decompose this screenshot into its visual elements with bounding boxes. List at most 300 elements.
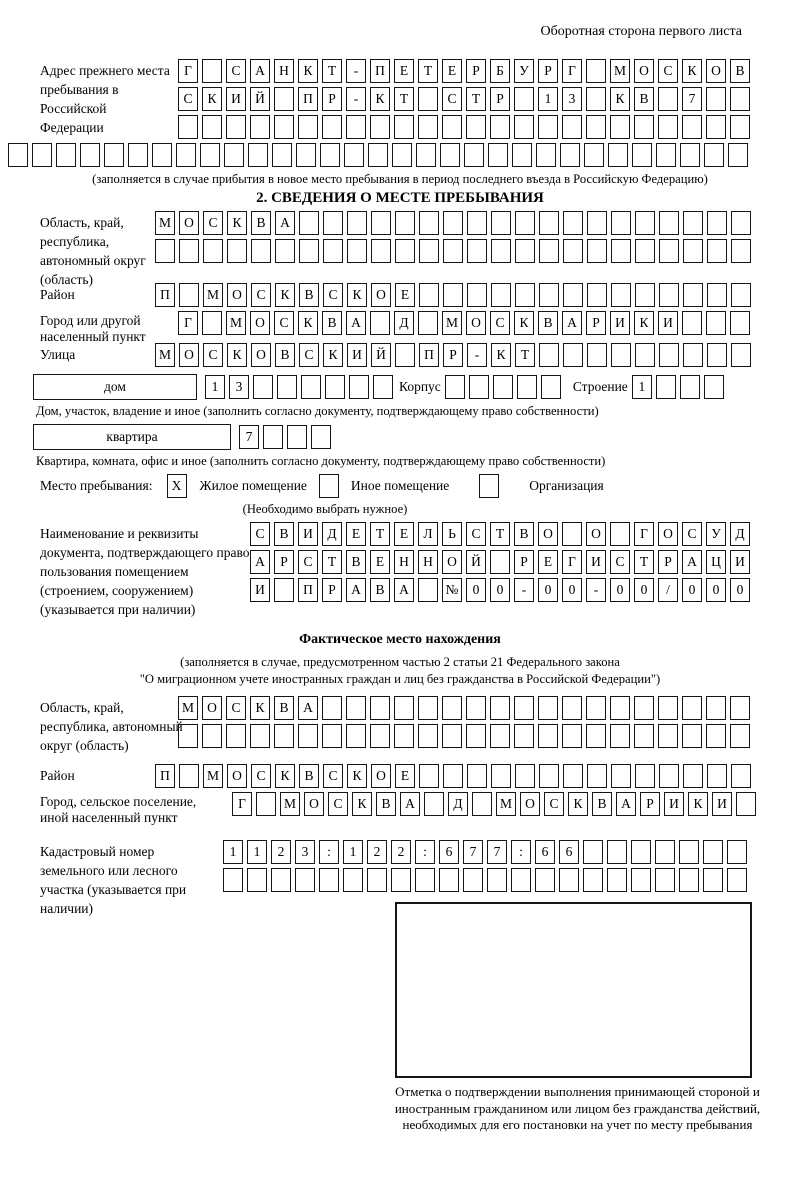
- char-cell[interactable]: К: [323, 343, 343, 367]
- char-cell[interactable]: [418, 578, 438, 602]
- char-cell[interactable]: [416, 143, 436, 167]
- char-cell[interactable]: [419, 283, 439, 307]
- char-cell[interactable]: Г: [562, 550, 582, 574]
- char-cell[interactable]: 3: [229, 375, 249, 399]
- char-cell[interactable]: [8, 143, 28, 167]
- char-cell[interactable]: [635, 283, 655, 307]
- char-cell[interactable]: [608, 143, 628, 167]
- char-cell[interactable]: [634, 724, 654, 748]
- char-cell[interactable]: О: [538, 522, 558, 546]
- char-cell[interactable]: И: [730, 550, 750, 574]
- char-cell[interactable]: [419, 211, 439, 235]
- char-cell[interactable]: [586, 724, 606, 748]
- char-cell[interactable]: [226, 724, 246, 748]
- char-cell[interactable]: А: [346, 311, 366, 335]
- char-cell[interactable]: [467, 239, 487, 263]
- char-cell[interactable]: [32, 143, 52, 167]
- char-cell[interactable]: [370, 311, 390, 335]
- char-cell[interactable]: В: [299, 764, 319, 788]
- char-cell[interactable]: [679, 840, 699, 864]
- char-cell[interactable]: Г: [232, 792, 252, 816]
- char-cell[interactable]: 2: [367, 840, 387, 864]
- char-cell[interactable]: [659, 283, 679, 307]
- char-cell[interactable]: [443, 283, 463, 307]
- char-cell[interactable]: Р: [586, 311, 606, 335]
- char-cell[interactable]: Н: [418, 550, 438, 574]
- char-cell[interactable]: [707, 283, 727, 307]
- char-cell[interactable]: В: [346, 550, 366, 574]
- char-cell[interactable]: [319, 868, 339, 892]
- char-cell[interactable]: Р: [322, 87, 342, 111]
- char-cell[interactable]: С: [203, 211, 223, 235]
- char-cell[interactable]: :: [319, 840, 339, 864]
- char-cell[interactable]: С: [323, 764, 343, 788]
- char-cell[interactable]: [370, 115, 390, 139]
- char-cell[interactable]: О: [706, 59, 726, 83]
- char-cell[interactable]: [731, 283, 751, 307]
- char-cell[interactable]: И: [298, 522, 318, 546]
- char-cell[interactable]: [311, 425, 331, 449]
- char-cell[interactable]: М: [203, 764, 223, 788]
- char-cell[interactable]: [418, 87, 438, 111]
- char-cell[interactable]: Д: [394, 311, 414, 335]
- char-cell[interactable]: В: [322, 311, 342, 335]
- checkbox-residential[interactable]: X: [167, 474, 187, 498]
- char-cell[interactable]: О: [227, 764, 247, 788]
- char-cell[interactable]: С: [466, 522, 486, 546]
- char-cell[interactable]: Е: [370, 550, 390, 574]
- char-cell[interactable]: [472, 792, 492, 816]
- char-cell[interactable]: М: [178, 696, 198, 720]
- char-cell[interactable]: 0: [538, 578, 558, 602]
- char-cell[interactable]: И: [658, 311, 678, 335]
- char-cell[interactable]: [563, 343, 583, 367]
- char-cell[interactable]: [224, 143, 244, 167]
- char-cell[interactable]: [631, 868, 651, 892]
- char-cell[interactable]: А: [394, 578, 414, 602]
- char-cell[interactable]: [611, 283, 631, 307]
- char-cell[interactable]: [658, 696, 678, 720]
- char-cell[interactable]: [392, 143, 412, 167]
- char-cell[interactable]: 2: [391, 840, 411, 864]
- char-cell[interactable]: [227, 239, 247, 263]
- char-cell[interactable]: [679, 868, 699, 892]
- char-cell[interactable]: [152, 143, 172, 167]
- char-cell[interactable]: В: [370, 578, 390, 602]
- char-cell[interactable]: [104, 143, 124, 167]
- char-cell[interactable]: [490, 696, 510, 720]
- char-cell[interactable]: 3: [562, 87, 582, 111]
- char-cell[interactable]: [301, 375, 321, 399]
- char-cell[interactable]: 2: [271, 840, 291, 864]
- char-cell[interactable]: В: [538, 311, 558, 335]
- char-cell[interactable]: К: [491, 343, 511, 367]
- char-cell[interactable]: [731, 211, 751, 235]
- char-cell[interactable]: О: [304, 792, 324, 816]
- char-cell[interactable]: [704, 143, 724, 167]
- char-cell[interactable]: М: [155, 211, 175, 235]
- char-cell[interactable]: [541, 375, 561, 399]
- char-cell[interactable]: М: [226, 311, 246, 335]
- char-cell[interactable]: [394, 115, 414, 139]
- char-cell[interactable]: И: [347, 343, 367, 367]
- char-cell[interactable]: 7: [239, 425, 259, 449]
- char-cell[interactable]: [343, 868, 363, 892]
- char-cell[interactable]: [562, 696, 582, 720]
- char-cell[interactable]: [299, 211, 319, 235]
- char-cell[interactable]: [587, 283, 607, 307]
- char-cell[interactable]: [730, 87, 750, 111]
- char-cell[interactable]: В: [275, 343, 295, 367]
- char-cell[interactable]: К: [634, 311, 654, 335]
- char-cell[interactable]: [706, 311, 726, 335]
- char-cell[interactable]: [179, 764, 199, 788]
- char-cell[interactable]: О: [466, 311, 486, 335]
- char-cell[interactable]: П: [419, 343, 439, 367]
- char-cell[interactable]: [371, 239, 391, 263]
- char-cell[interactable]: [155, 239, 175, 263]
- char-cell[interactable]: Т: [394, 87, 414, 111]
- char-cell[interactable]: К: [275, 283, 295, 307]
- char-cell[interactable]: К: [370, 87, 390, 111]
- char-cell[interactable]: [563, 283, 583, 307]
- char-cell[interactable]: М: [496, 792, 516, 816]
- char-cell[interactable]: Г: [562, 59, 582, 83]
- char-cell[interactable]: К: [682, 59, 702, 83]
- char-cell[interactable]: В: [730, 59, 750, 83]
- char-cell[interactable]: [659, 764, 679, 788]
- char-cell[interactable]: Й: [466, 550, 486, 574]
- char-cell[interactable]: [247, 868, 267, 892]
- char-cell[interactable]: П: [298, 87, 318, 111]
- char-cell[interactable]: [271, 868, 291, 892]
- char-cell[interactable]: [730, 115, 750, 139]
- char-cell[interactable]: [424, 792, 444, 816]
- char-cell[interactable]: [248, 143, 268, 167]
- char-cell[interactable]: Т: [322, 550, 342, 574]
- char-cell[interactable]: [466, 115, 486, 139]
- char-cell[interactable]: [539, 764, 559, 788]
- char-cell[interactable]: К: [568, 792, 588, 816]
- char-cell[interactable]: [491, 239, 511, 263]
- char-cell[interactable]: [445, 375, 465, 399]
- char-cell[interactable]: С: [328, 792, 348, 816]
- char-cell[interactable]: В: [634, 87, 654, 111]
- char-cell[interactable]: [683, 343, 703, 367]
- checkbox-organization[interactable]: [479, 474, 499, 498]
- char-cell[interactable]: [325, 375, 345, 399]
- char-cell[interactable]: 0: [490, 578, 510, 602]
- char-cell[interactable]: С: [251, 283, 271, 307]
- char-cell[interactable]: [439, 868, 459, 892]
- char-cell[interactable]: Й: [371, 343, 391, 367]
- char-cell[interactable]: [370, 696, 390, 720]
- char-cell[interactable]: [610, 115, 630, 139]
- char-cell[interactable]: К: [227, 211, 247, 235]
- char-cell[interactable]: [179, 239, 199, 263]
- char-cell[interactable]: У: [706, 522, 726, 546]
- char-cell[interactable]: [659, 239, 679, 263]
- char-cell[interactable]: [707, 764, 727, 788]
- char-cell[interactable]: О: [658, 522, 678, 546]
- char-cell[interactable]: [560, 143, 580, 167]
- char-cell[interactable]: [491, 764, 511, 788]
- char-cell[interactable]: [683, 239, 703, 263]
- char-cell[interactable]: В: [592, 792, 612, 816]
- char-cell[interactable]: [539, 343, 559, 367]
- char-cell[interactable]: [704, 375, 724, 399]
- char-cell[interactable]: [178, 115, 198, 139]
- char-cell[interactable]: -: [346, 59, 366, 83]
- char-cell[interactable]: К: [347, 283, 367, 307]
- char-cell[interactable]: 1: [343, 840, 363, 864]
- char-cell[interactable]: [727, 868, 747, 892]
- char-cell[interactable]: [346, 115, 366, 139]
- char-cell[interactable]: О: [371, 283, 391, 307]
- char-cell[interactable]: [607, 840, 627, 864]
- char-cell[interactable]: [515, 211, 535, 235]
- char-cell[interactable]: О: [251, 343, 271, 367]
- char-cell[interactable]: [611, 764, 631, 788]
- char-cell[interactable]: Д: [730, 522, 750, 546]
- char-cell[interactable]: Д: [322, 522, 342, 546]
- char-cell[interactable]: [442, 696, 462, 720]
- char-cell[interactable]: [419, 239, 439, 263]
- char-cell[interactable]: Н: [394, 550, 414, 574]
- char-cell[interactable]: В: [514, 522, 534, 546]
- char-cell[interactable]: Г: [178, 59, 198, 83]
- char-cell[interactable]: Е: [394, 522, 414, 546]
- char-cell[interactable]: С: [299, 343, 319, 367]
- char-cell[interactable]: [655, 840, 675, 864]
- char-cell[interactable]: [539, 283, 559, 307]
- char-cell[interactable]: А: [250, 59, 270, 83]
- char-cell[interactable]: [658, 115, 678, 139]
- char-cell[interactable]: [467, 283, 487, 307]
- char-cell[interactable]: П: [155, 764, 175, 788]
- char-cell[interactable]: [418, 311, 438, 335]
- char-cell[interactable]: [346, 724, 366, 748]
- char-cell[interactable]: С: [226, 696, 246, 720]
- char-cell[interactable]: С: [226, 59, 246, 83]
- char-cell[interactable]: 1: [632, 375, 652, 399]
- char-cell[interactable]: [658, 724, 678, 748]
- char-cell[interactable]: [707, 211, 727, 235]
- char-cell[interactable]: В: [274, 522, 294, 546]
- char-cell[interactable]: [538, 115, 558, 139]
- char-cell[interactable]: 0: [730, 578, 750, 602]
- char-cell[interactable]: [202, 115, 222, 139]
- char-cell[interactable]: [635, 343, 655, 367]
- char-cell[interactable]: Р: [538, 59, 558, 83]
- char-cell[interactable]: [583, 840, 603, 864]
- char-cell[interactable]: [731, 764, 751, 788]
- char-cell[interactable]: [659, 211, 679, 235]
- char-cell[interactable]: [295, 868, 315, 892]
- char-cell[interactable]: [202, 59, 222, 83]
- char-cell[interactable]: [415, 868, 435, 892]
- char-cell[interactable]: [464, 143, 484, 167]
- char-cell[interactable]: [179, 283, 199, 307]
- char-cell[interactable]: [128, 143, 148, 167]
- char-cell[interactable]: [607, 868, 627, 892]
- char-cell[interactable]: Д: [448, 792, 468, 816]
- char-cell[interactable]: 1: [223, 840, 243, 864]
- char-cell[interactable]: [287, 425, 307, 449]
- char-cell[interactable]: [587, 211, 607, 235]
- char-cell[interactable]: [659, 343, 679, 367]
- char-cell[interactable]: И: [586, 550, 606, 574]
- char-cell[interactable]: К: [298, 311, 318, 335]
- char-cell[interactable]: 1: [205, 375, 225, 399]
- char-cell[interactable]: -: [467, 343, 487, 367]
- char-cell[interactable]: Т: [418, 59, 438, 83]
- char-cell[interactable]: [515, 239, 535, 263]
- char-cell[interactable]: [635, 211, 655, 235]
- char-cell[interactable]: [538, 696, 558, 720]
- char-cell[interactable]: Й: [250, 87, 270, 111]
- char-cell[interactable]: [394, 696, 414, 720]
- char-cell[interactable]: О: [179, 343, 199, 367]
- char-cell[interactable]: [370, 724, 390, 748]
- char-cell[interactable]: [682, 311, 702, 335]
- char-cell[interactable]: О: [179, 211, 199, 235]
- char-cell[interactable]: [706, 115, 726, 139]
- char-cell[interactable]: [272, 143, 292, 167]
- char-cell[interactable]: А: [562, 311, 582, 335]
- char-cell[interactable]: [587, 239, 607, 263]
- char-cell[interactable]: [586, 59, 606, 83]
- char-cell[interactable]: [682, 115, 702, 139]
- char-cell[interactable]: 1: [247, 840, 267, 864]
- char-cell[interactable]: И: [610, 311, 630, 335]
- char-cell[interactable]: И: [250, 578, 270, 602]
- char-cell[interactable]: А: [275, 211, 295, 235]
- char-cell[interactable]: О: [520, 792, 540, 816]
- char-cell[interactable]: [347, 211, 367, 235]
- char-cell[interactable]: -: [586, 578, 606, 602]
- char-cell[interactable]: [299, 239, 319, 263]
- char-cell[interactable]: К: [250, 696, 270, 720]
- char-cell[interactable]: О: [371, 764, 391, 788]
- char-cell[interactable]: В: [274, 696, 294, 720]
- char-cell[interactable]: [442, 724, 462, 748]
- char-cell[interactable]: [263, 425, 283, 449]
- char-cell[interactable]: [635, 764, 655, 788]
- char-cell[interactable]: [538, 724, 558, 748]
- char-cell[interactable]: К: [610, 87, 630, 111]
- char-cell[interactable]: Е: [346, 522, 366, 546]
- char-cell[interactable]: Т: [515, 343, 535, 367]
- char-cell[interactable]: [683, 283, 703, 307]
- char-cell[interactable]: [563, 239, 583, 263]
- char-cell[interactable]: [323, 239, 343, 263]
- char-cell[interactable]: И: [712, 792, 732, 816]
- char-cell[interactable]: Т: [634, 550, 654, 574]
- char-cell[interactable]: 0: [466, 578, 486, 602]
- char-cell[interactable]: [703, 840, 723, 864]
- char-cell[interactable]: [347, 239, 367, 263]
- char-cell[interactable]: О: [586, 522, 606, 546]
- char-cell[interactable]: К: [298, 59, 318, 83]
- char-cell[interactable]: В: [251, 211, 271, 235]
- char-cell[interactable]: Р: [640, 792, 660, 816]
- char-cell[interactable]: [562, 115, 582, 139]
- char-cell[interactable]: [512, 143, 532, 167]
- char-cell[interactable]: Р: [322, 578, 342, 602]
- char-cell[interactable]: [706, 87, 726, 111]
- char-cell[interactable]: [367, 868, 387, 892]
- char-cell[interactable]: /: [658, 578, 678, 602]
- char-cell[interactable]: [488, 143, 508, 167]
- char-cell[interactable]: [277, 375, 297, 399]
- char-cell[interactable]: О: [227, 283, 247, 307]
- char-cell[interactable]: [706, 724, 726, 748]
- char-cell[interactable]: Р: [490, 87, 510, 111]
- char-cell[interactable]: [419, 764, 439, 788]
- char-cell[interactable]: М: [442, 311, 462, 335]
- char-cell[interactable]: [320, 143, 340, 167]
- char-cell[interactable]: К: [352, 792, 372, 816]
- char-cell[interactable]: [515, 764, 535, 788]
- char-cell[interactable]: [535, 868, 555, 892]
- char-cell[interactable]: У: [514, 59, 534, 83]
- char-cell[interactable]: [611, 239, 631, 263]
- char-cell[interactable]: [586, 115, 606, 139]
- char-cell[interactable]: №: [442, 578, 462, 602]
- char-cell[interactable]: К: [347, 764, 367, 788]
- char-cell[interactable]: [634, 696, 654, 720]
- char-cell[interactable]: [631, 840, 651, 864]
- char-cell[interactable]: [707, 239, 727, 263]
- char-cell[interactable]: С: [203, 343, 223, 367]
- char-cell[interactable]: М: [610, 59, 630, 83]
- char-cell[interactable]: [253, 375, 273, 399]
- char-cell[interactable]: [703, 868, 723, 892]
- char-cell[interactable]: Р: [443, 343, 463, 367]
- char-cell[interactable]: 7: [463, 840, 483, 864]
- char-cell[interactable]: [683, 764, 703, 788]
- char-cell[interactable]: [656, 375, 676, 399]
- char-cell[interactable]: [256, 792, 276, 816]
- char-cell[interactable]: [391, 868, 411, 892]
- char-cell[interactable]: [250, 724, 270, 748]
- char-cell[interactable]: [443, 239, 463, 263]
- char-cell[interactable]: [443, 764, 463, 788]
- char-cell[interactable]: [176, 143, 196, 167]
- char-cell[interactable]: [491, 283, 511, 307]
- char-cell[interactable]: [610, 522, 630, 546]
- char-cell[interactable]: [514, 724, 534, 748]
- char-cell[interactable]: М: [280, 792, 300, 816]
- char-cell[interactable]: [394, 724, 414, 748]
- char-cell[interactable]: [514, 696, 534, 720]
- char-cell[interactable]: [487, 868, 507, 892]
- char-cell[interactable]: [202, 724, 222, 748]
- char-cell[interactable]: О: [442, 550, 462, 574]
- char-cell[interactable]: С: [442, 87, 462, 111]
- char-cell[interactable]: Ь: [442, 522, 462, 546]
- char-cell[interactable]: С: [323, 283, 343, 307]
- char-cell[interactable]: [536, 143, 556, 167]
- char-cell[interactable]: Е: [442, 59, 462, 83]
- char-cell[interactable]: С: [544, 792, 564, 816]
- char-cell[interactable]: [610, 696, 630, 720]
- char-cell[interactable]: Р: [658, 550, 678, 574]
- char-cell[interactable]: Т: [490, 522, 510, 546]
- char-cell[interactable]: К: [202, 87, 222, 111]
- char-cell[interactable]: [586, 87, 606, 111]
